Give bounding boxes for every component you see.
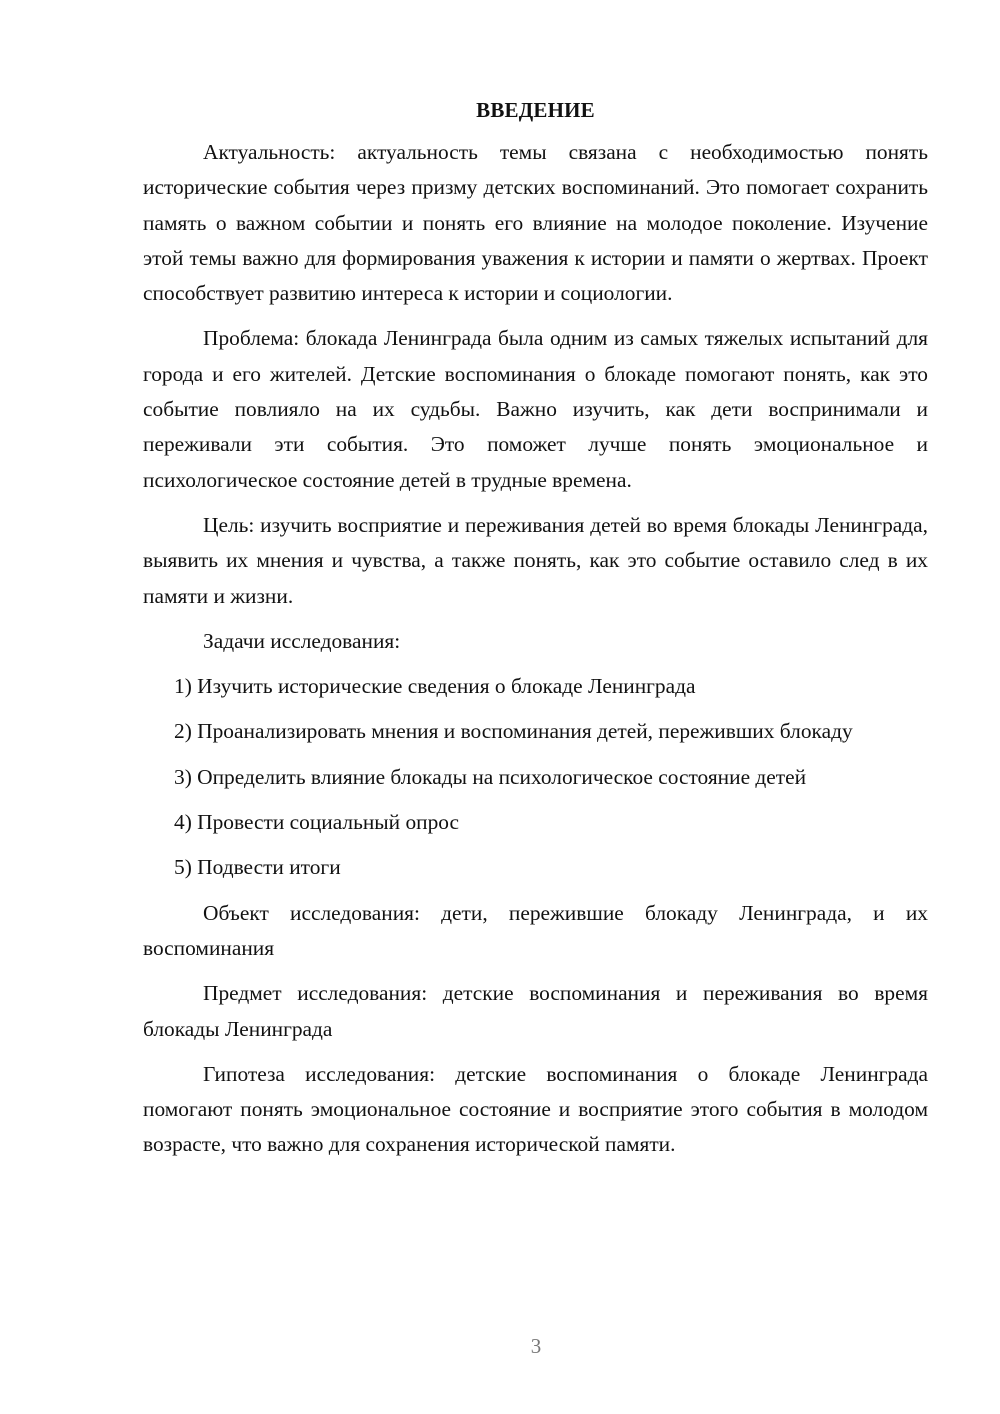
task-item: 3) Определить влияние блокады на психологическое состояние детей [174, 764, 807, 789]
page-number: 3 [530, 1334, 542, 1358]
task-item: 4) Провести социальный опрос [174, 810, 460, 835]
task-item: 2) Проанализировать мнения и воспоминания детей, переживших блокаду [174, 719, 853, 744]
paragraph-object: Объект исследования: дети, пережившие блокаду Ленинграда, и их воспоминания [143, 900, 928, 960]
tasks-heading: Задачи исследования: [203, 628, 401, 653]
task-item: 1) Изучить исторические сведения о блокаде Ленинграда [174, 674, 696, 699]
paragraph-goal: Цель: изучить восприятие и переживания детей во время блокады Ленинграда, выявить их мнения и чувства, а также понять, как это событие оставило след в их памяти и жизни. [143, 512, 928, 608]
paragraph-subject: Предмет исследования: детские воспоминания и переживания во время блокады Ленинграда [143, 981, 928, 1041]
paragraph-hypothesis: Гипотеза исследования: детские воспоминания о блокаде Ленинграда помогают понять эмоциональное состояние и восприятие этого события в молодом возрасте, что важно для сохранения исторической памяти. [143, 1061, 928, 1157]
tasks-list [143, 669, 928, 885]
page-heading: ВВЕДЕНИЕ [476, 98, 595, 122]
paragraph-problem: Проблема: блокада Ленинграда была одним из самых тяжелых испытаний для города и его жителей. Детские воспоминания о блокаде помогают понять, как это событие повлияло на их судьбы. Важно изучить, как дети воспринимали и переживали эти события. Это поможет лучше понять эмоциональное и психологическое состояние детей в трудные времена. [143, 326, 928, 492]
document-page [143, 93, 928, 1163]
task-item: 5) Подвести итоги [174, 855, 341, 880]
paragraph-relevance: Актуальность: актуальность темы связана с необходимостью понять исторические события через призму детских воспоминаний. Это помогает сохранить память о важном событии и понять его влияние на молодое поколение. Изучение этой темы важно для формирования уважения к истории и памяти о жертвах. Проект способствует развитию интереса к истории и социологии. [143, 140, 928, 306]
